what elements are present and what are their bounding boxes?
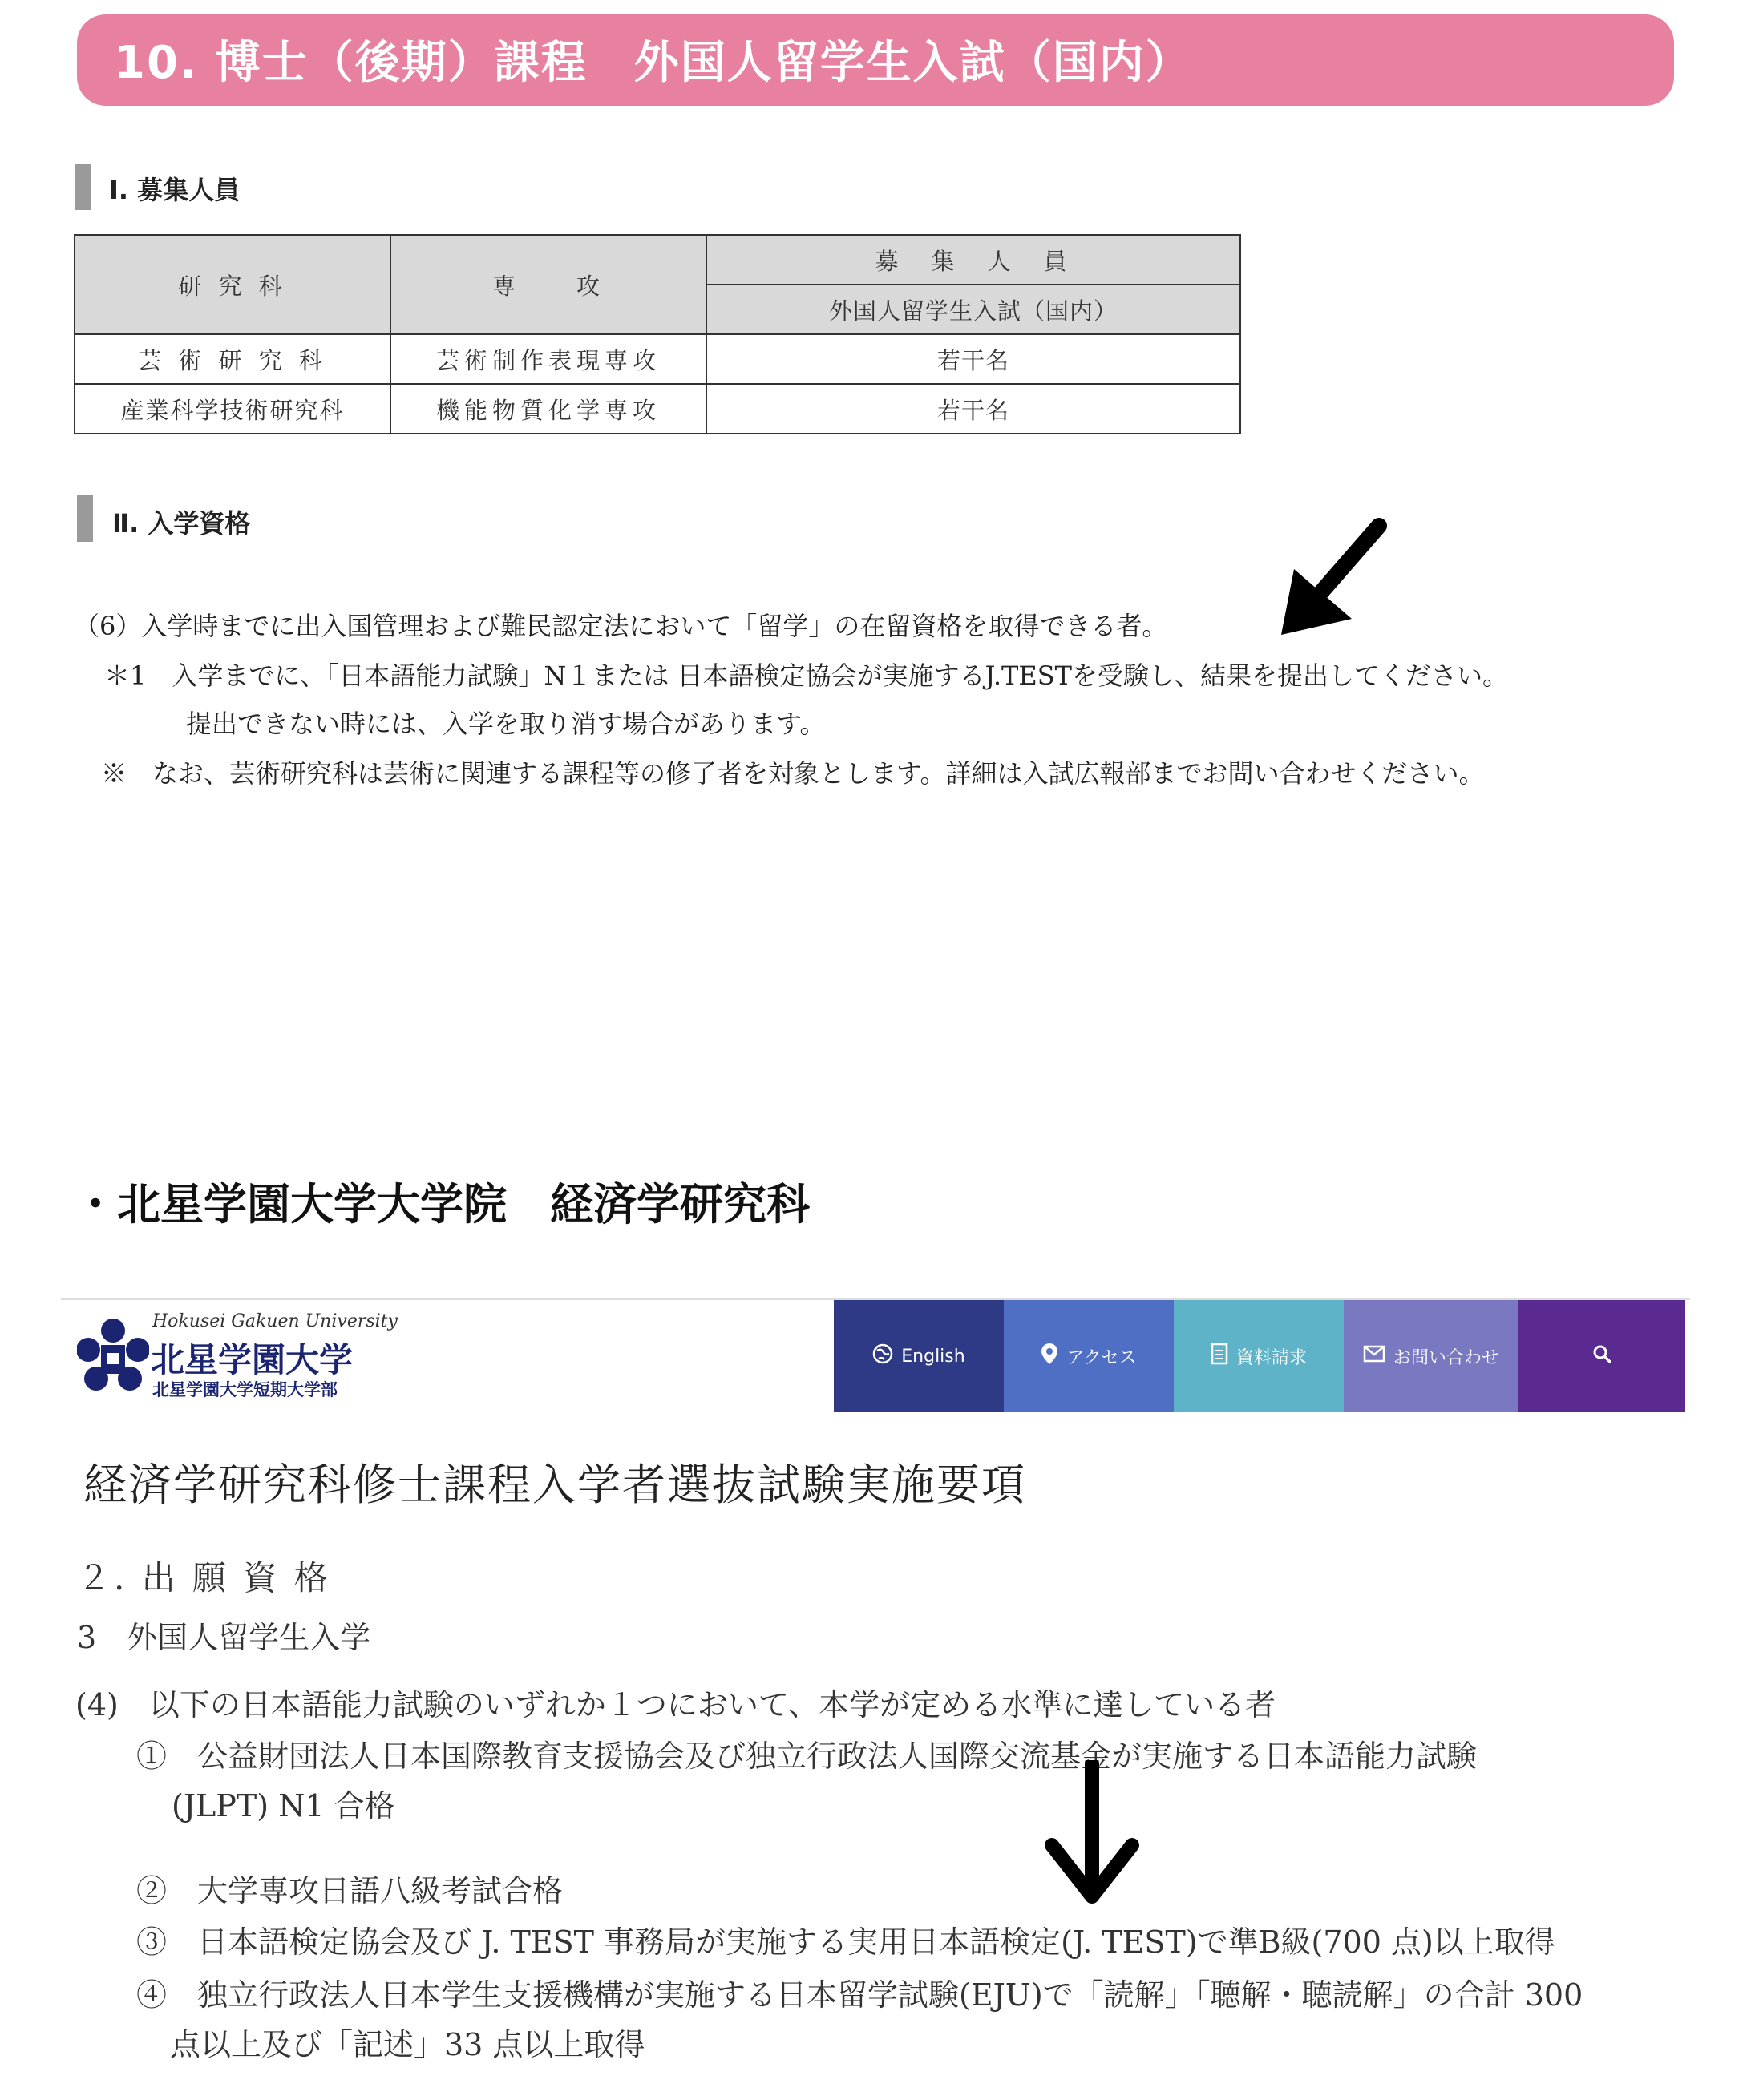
mail-icon [1363,1345,1385,1367]
table-cell-major: 機能物質化学専攻 [390,384,706,434]
table-cell-course: 産業科学技術研究科 [75,384,390,434]
requirement-option-2: ② 大学専攻日語八級考試合格 [136,1873,564,1908]
requirement-option-4-line-2: 点以上及び「記述」33 点以上取得 [170,2027,645,2062]
search-icon [1592,1344,1611,1368]
requirement-item-4: (4) 以下の日本語能力試験のいずれか１つにおいて、本学が定める水準に達している者 [75,1687,1276,1722]
table-cell-course: 芸 術 研 究 科 [75,334,390,384]
table-header-major: 専 攻 [390,235,706,334]
table-row [75,334,1240,384]
globe-icon [872,1343,893,1369]
university-logo-icon [77,1316,149,1396]
nav-brochure-button[interactable] [1174,1300,1344,1412]
university-heading: ・北星学園大学大学院 経済学研究科 [74,1179,810,1230]
section-header-banner [77,14,1674,106]
table-row [75,384,1240,434]
nav-brochure-label: 資料請求 [1235,1347,1307,1368]
section-marker [77,495,93,542]
table-cell-major: 芸術制作表現専攻 [390,334,706,384]
section-header-title: 10. 博士（後期）課程 外国人留学生入試（国内） [114,37,1192,89]
nav-contact-label: お問い合わせ [1393,1347,1499,1368]
diagonal-arrow-icon [1275,513,1395,641]
document-icon [1211,1343,1228,1370]
subsection-foreign-students: 3 外国人留学生入学 [77,1620,371,1655]
logo-latin-text: Hokusei Gakuen University [152,1311,398,1331]
table-header-quota: 募 集 人 員 [706,235,1240,285]
logo-sub-text: 北星学園大学短期大学部 [152,1380,338,1399]
table-header-quota-sub: 外国人留学生入試（国内） [706,285,1240,334]
recruitment-table [74,234,1241,434]
requirement-option-1-line-1: ① 公益財団法人日本国際教育支援協会及び独立行政法人国際交流基金が実施する日本語能力試験 [136,1739,1478,1774]
nav-english-button[interactable] [834,1300,1004,1412]
section-marker [75,164,91,210]
logo-main-text[interactable]: 北星学園大学 [151,1340,354,1379]
table-header-course: 研 究 科 [75,235,390,334]
section-title-application: ２. 出 願 資 格 [77,1558,331,1597]
section-title-eligibility: Ⅱ. 入学資格 [112,508,251,539]
table-cell-quota: 若干名 [706,384,1240,434]
nav-access-button[interactable] [1004,1300,1174,1412]
map-pin-icon [1041,1343,1058,1370]
requirement-option-4-line-1: ④ 独立行政法人日本学生支援機構が実施する日本留学試験(EJU)で「読解」「聴解・聴読解」の合計 300 [136,1977,1583,2013]
requirement-option-3: ③ 日本語検定協会及び J. TEST 事務局が実施する実用日本語検定(J. TEST)で準B級(700 点)以上取得 [136,1924,1555,1960]
nav-access-label: アクセス [1066,1347,1137,1368]
nav-contact-button[interactable] [1344,1300,1518,1412]
table-cell-quota: 若干名 [706,334,1240,384]
nav-english-label: English [901,1346,965,1367]
eligibility-item-6: （6）入学時までに出入国管理および難民認定法において「留学」の在留資格を取得できる者。 [74,611,1168,641]
note-1-line-2: 提出できない時には、入学を取り消す場合があります。 [186,709,826,739]
requirement-option-1-line-2: (JLPT) N1 合格 [172,1788,395,1823]
note-2: ※ なお、芸術研究科は芸術に関連する課程等の修了者を対象とします。詳細は入試広報部までお問い合わせください。 [101,758,1485,789]
page-title: 経済学研究科修士課程入学者選抜試験実施要項 [83,1460,1026,1510]
section-title-recruitment: Ⅰ. 募集人員 [109,175,241,205]
down-arrow-icon [1042,1760,1142,1909]
note-1-line-1: ＊1 入学までに、「日本語能力試験」N１または 日本語検定協会が実施するJ.TESTを受験し、結果を提出してください。 [104,660,1509,691]
nav-search-button[interactable] [1518,1300,1685,1412]
